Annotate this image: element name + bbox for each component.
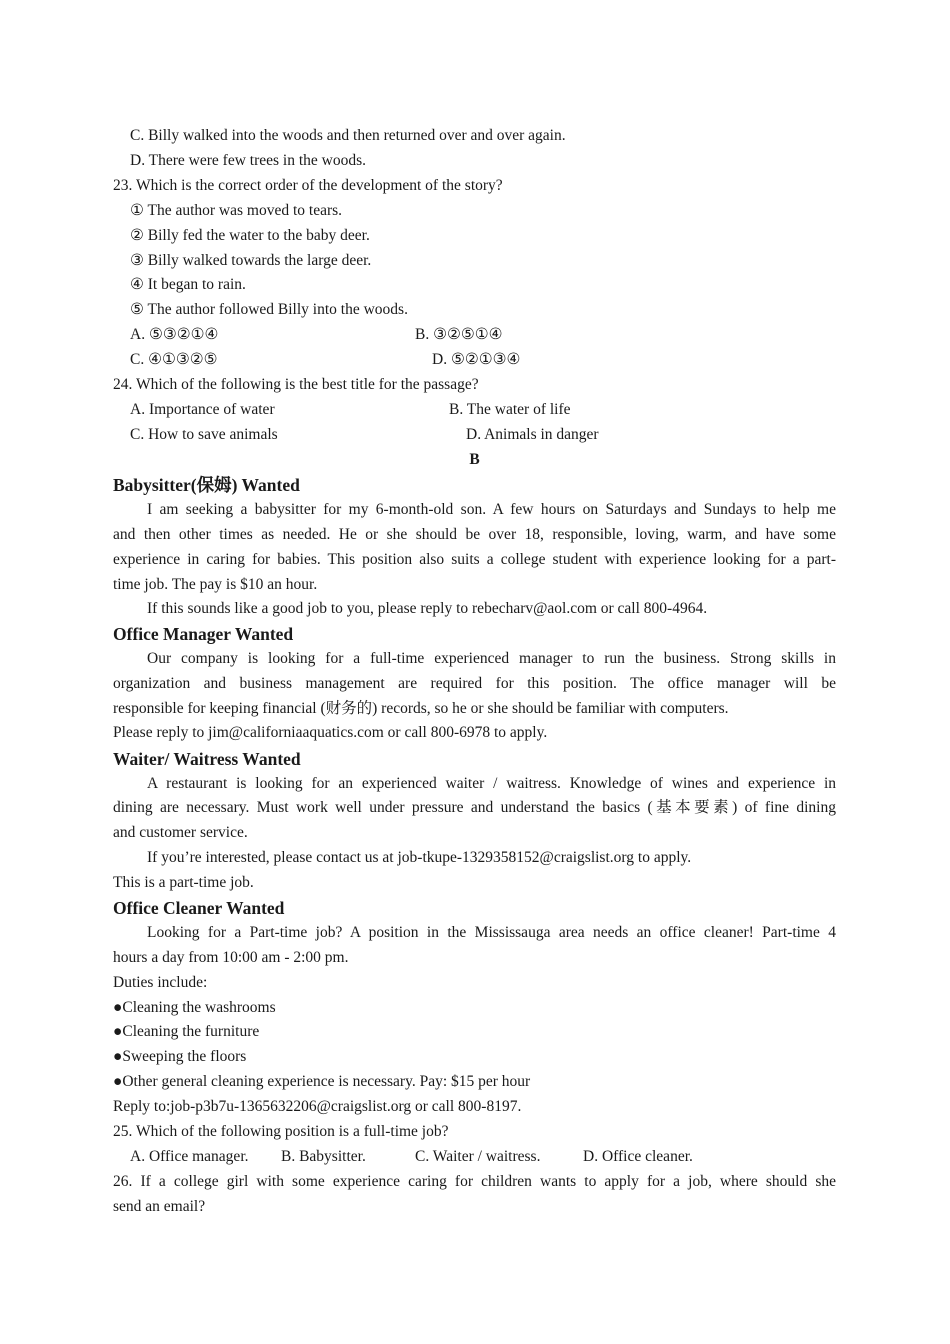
q23-event-2: ② Billy fed the water to the baby deer. <box>130 227 370 244</box>
ad-manager-title: Office Manager Wanted <box>113 624 294 644</box>
q25-option-c: C. Waiter / waitress. <box>415 1148 541 1165</box>
q26-question-line-1: 26. If a college girl with some experience caring for children wants to apply for a job, where should she <box>113 1173 836 1190</box>
q23-event-5: ⑤ The author followed Billy into the woods. <box>130 301 408 318</box>
q22-option-d: D. There were few trees in the woods. <box>130 152 367 169</box>
ad-cleaner-duty: ●Sweeping the floors <box>113 1048 247 1065</box>
q23-question: 23. Which is the correct order of the development of the story? <box>113 177 503 194</box>
ad-cleaner-duty: ●Other general cleaning experience is necessary. Pay: $15 per hour <box>113 1073 531 1090</box>
q25-option-d: D. Office cleaner. <box>583 1148 693 1165</box>
ad-waiter-title: Waiter/ Waitress Wanted <box>113 749 301 769</box>
q23-option-c: C. ④①③②⑤ <box>130 351 218 368</box>
q23-option-a: A. ⑤③②①④ <box>130 326 219 343</box>
ad-cleaner-duty: ●Cleaning the washrooms <box>113 999 276 1016</box>
ad-cleaner-reply: Reply to:job-p3b7u-1365632206@craigslist.org or call 800-8197. <box>113 1098 522 1115</box>
ad-waiter-line-2: dining are necessary. Must work well under pressure and understand the basics (基本要素) of fine dining <box>113 799 836 816</box>
q24-question: 24. Which of the following is the best title for the passage? <box>113 376 479 393</box>
ad-manager-line-2: organization and business management are required for this position. The office manager will be <box>113 675 836 692</box>
ad-waiter-line-5: This is a part-time job. <box>113 874 254 891</box>
ad-cleaner-line-3: Duties include: <box>113 974 208 991</box>
q23-option-d: D. ⑤②①③④ <box>432 351 521 368</box>
ad-cleaner-line-2: hours a day from 10:00 am - 2:00 pm. <box>113 949 349 966</box>
q24-option-a: A. Importance of water <box>130 401 275 418</box>
q26-question-line-2: send an email? <box>113 1198 206 1215</box>
q22-option-c: C. Billy walked into the woods and then returned over and over again. <box>130 127 566 144</box>
q24-option-d: D. Animals in danger <box>466 426 599 443</box>
section-label: B <box>469 451 480 468</box>
ad-babysitter-line-2: and then other times as needed. He or she should be over 18, responsible, loving, warm, and have some <box>113 526 836 543</box>
q23-option-b: B. ③②⑤①④ <box>415 326 503 343</box>
q25-question: 25. Which of the following position is a full-time job? <box>113 1123 449 1140</box>
ad-babysitter-line-5: If this sounds like a good job to you, please reply to rebecharv@aol.com or call 800-4964. <box>147 600 708 617</box>
ad-waiter-line-1: A restaurant is looking for an experienced waiter / waitress. Knowledge of wines and experience in <box>147 775 836 792</box>
q24-option-b: B. The water of life <box>449 401 571 418</box>
ad-cleaner-line-1: Looking for a Part-time job? A position in the Mississauga area needs an office cleaner! Part-time 4 <box>147 924 836 941</box>
q23-event-4: ④ It began to rain. <box>130 276 246 293</box>
ad-manager-line-3: responsible for keeping financial (财务的) records, so he or she should be familiar with computers. <box>113 700 729 717</box>
q25-option-b: B. Babysitter. <box>281 1148 366 1165</box>
ad-waiter-line-4: If you’re interested, please contact us at job-tkupe-1329358152@craigslist.org to apply. <box>147 849 692 866</box>
q24-option-c: C. How to save animals <box>130 426 278 443</box>
q23-event-3: ③ Billy walked towards the large deer. <box>130 252 372 269</box>
ad-cleaner-duty: ●Cleaning the furniture <box>113 1023 260 1040</box>
ad-waiter-line-3: and customer service. <box>113 824 248 841</box>
q23-event-1: ① The author was moved to tears. <box>130 202 343 219</box>
ad-manager-line-4: Please reply to jim@californiaaquatics.com or call 800-6978 to apply. <box>113 724 548 741</box>
ad-babysitter-line-4: time job. The pay is $10 an hour. <box>113 576 318 593</box>
ad-babysitter-title: Babysitter(保姆) Wanted <box>113 475 300 495</box>
ad-babysitter-line-1: I am seeking a babysitter for my 6-month-old son. A few hours on Saturdays and Sundays to help me <box>147 501 836 518</box>
ad-cleaner-title: Office Cleaner Wanted <box>113 898 285 918</box>
ad-manager-line-1: Our company is looking for a full-time experienced manager to run the business. Strong skills in <box>147 650 836 667</box>
q25-option-a: A. Office manager. <box>130 1148 249 1165</box>
ad-babysitter-line-3: experience in caring for babies. This position also suits a college student with experience looking for a part- <box>113 551 836 568</box>
